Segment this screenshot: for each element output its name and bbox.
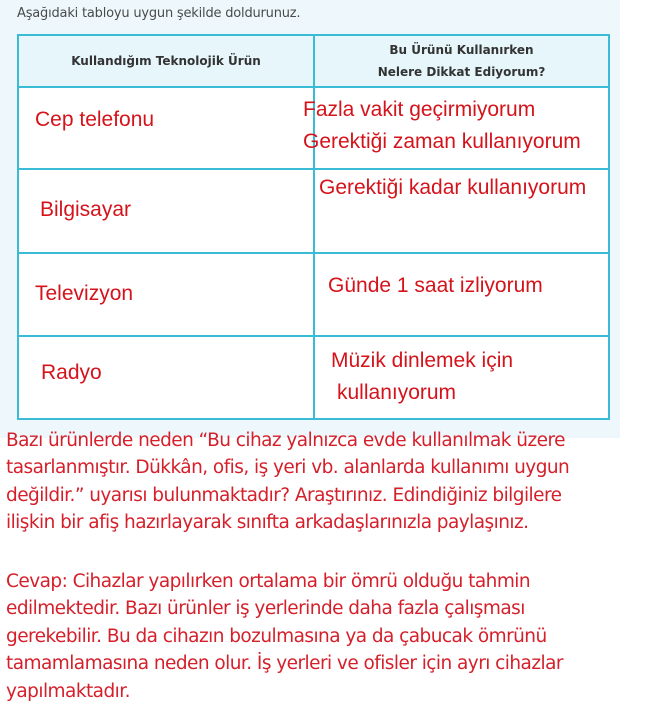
table-row bbox=[18, 336, 609, 419]
product-cell[interactable]: Radyo bbox=[18, 336, 314, 419]
table-row bbox=[18, 253, 609, 336]
worksheet-table bbox=[17, 34, 610, 420]
product-cell[interactable]: Bilgisayar bbox=[18, 169, 314, 253]
table-header-row bbox=[18, 35, 609, 87]
table-row bbox=[18, 169, 609, 253]
notes-cell[interactable]: Fazla vakit geçirmiyorum Gerektiği zaman kullanıyorum bbox=[314, 87, 609, 169]
table-row bbox=[18, 87, 609, 169]
header-notes: Bu Ürünü Kullanırken Nelere Dikkat Ediyorum? bbox=[314, 35, 609, 87]
notes-cell[interactable]: Günde 1 saat izliyorum bbox=[314, 253, 609, 336]
notes-cell[interactable]: Müzik dinlemek için kullanıyorum bbox=[314, 336, 609, 419]
instruction-text: Aşağıdaki tabloyu uygun şekilde doldurunuz. bbox=[17, 6, 301, 21]
product-cell[interactable]: Cep telefonu bbox=[18, 87, 314, 169]
header-product: Kullandığım Teknolojik Ürün bbox=[18, 35, 314, 87]
notes-cell[interactable]: Gerektiği kadar kullanıyorum bbox=[314, 169, 609, 253]
product-cell[interactable]: Televizyon bbox=[18, 253, 314, 336]
